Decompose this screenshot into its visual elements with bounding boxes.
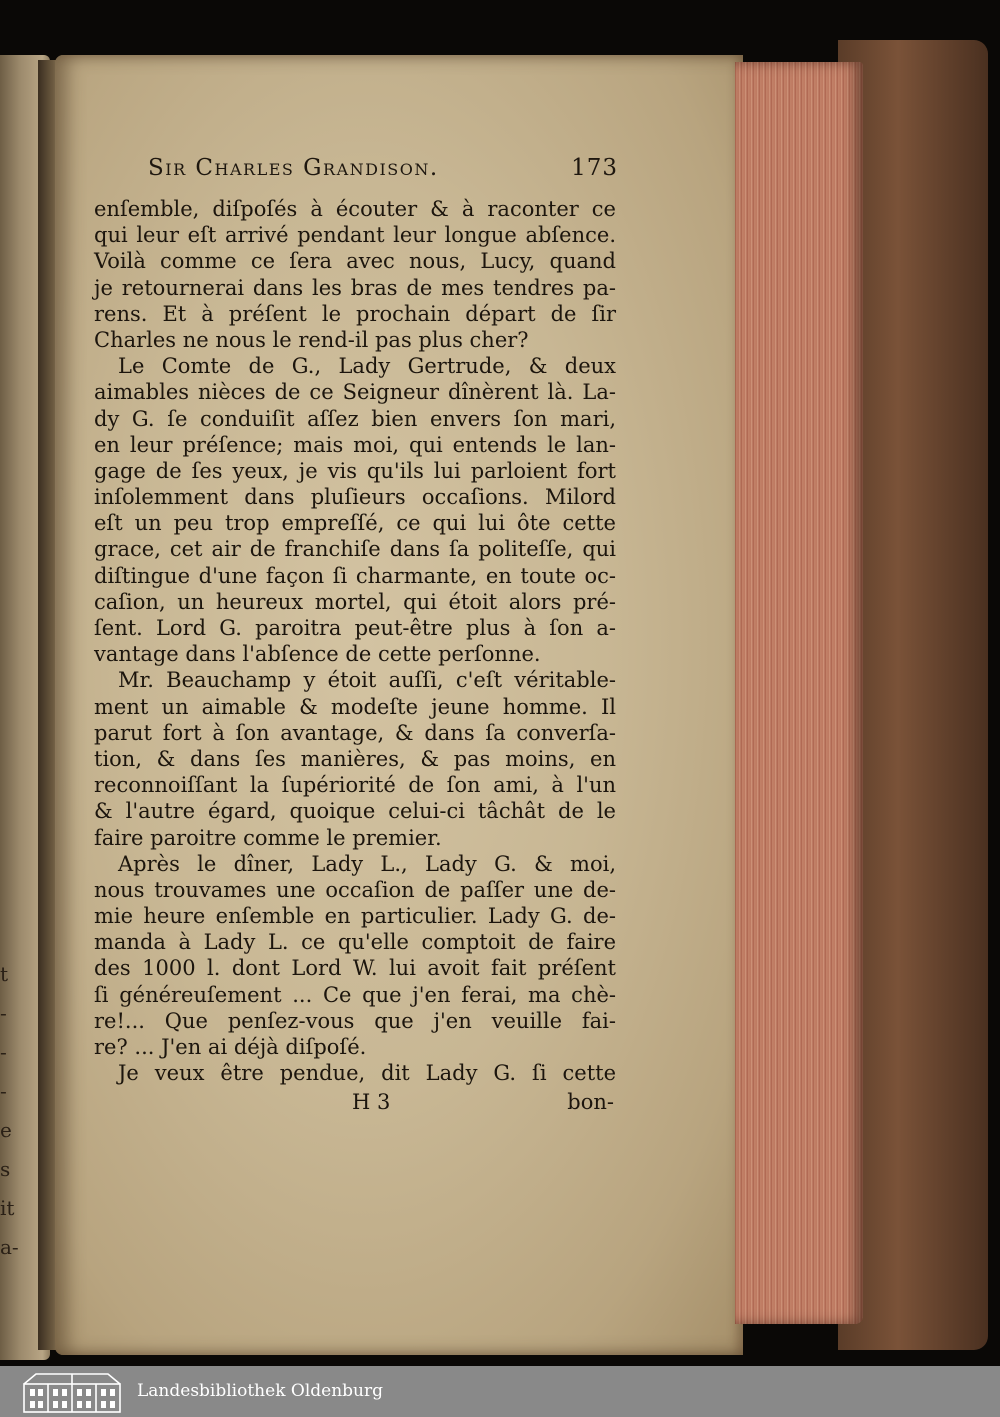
left-mark: e bbox=[0, 1118, 12, 1142]
page-number: 173 bbox=[571, 155, 618, 181]
text-line: ſent. Lord G. paroitra peut-être plus à ſon a- bbox=[94, 616, 616, 640]
text-line: grace, cet air de franchiſe dans ſa politeſſe, qui bbox=[94, 537, 616, 562]
text-line: eſt un peu trop empreſſé, ce qui lui ôte cette bbox=[94, 511, 616, 536]
text-line: enſemble, diſpoſés à écouter & à raconter ce bbox=[94, 197, 616, 221]
library-building-icon bbox=[22, 1370, 122, 1414]
running-title: Sir Charles Grandison. bbox=[148, 155, 439, 181]
left-mark: - bbox=[0, 1079, 7, 1103]
text-line: Je veux être pendue, dit Lady G. ſi cette bbox=[118, 1061, 616, 1086]
left-mark: t bbox=[0, 962, 9, 986]
page-block-edges bbox=[735, 62, 863, 1324]
text-line: ſi généreuſement ... Ce que j'en ferai, ma chè- bbox=[94, 982, 616, 1007]
text-line: Charles ne nous le rend-il pas plus cher? bbox=[94, 327, 529, 352]
text-line: dy G. ſe conduiſit aſſez bien envers ſon mari, bbox=[94, 406, 616, 431]
text-line: Voilà comme ce ſera avec nous, Lucy, quand bbox=[94, 249, 616, 274]
text-line: des 1000 l. dont Lord W. lui avoit fait préſent bbox=[94, 956, 616, 981]
text-line: faire paroitre comme le premier. bbox=[94, 825, 442, 850]
text-line: Mr. Beauchamp y étoit auſſi, c'eſt véritable- bbox=[118, 668, 616, 693]
text-line: aimables nièces de ce Seigneur dînèrent là. La- bbox=[94, 380, 616, 405]
signature-mark: H 3 bbox=[352, 1090, 391, 1114]
text-line: gage de ſes yeux, je vis qu'ils lui parloient fort bbox=[94, 458, 616, 483]
text-line: re!... Que penſez-vous que j'en veuille fai- bbox=[94, 1008, 616, 1033]
catchword: bon- bbox=[567, 1090, 614, 1114]
text-line: & l'autre égard, quoique celui-ci tâchât de le bbox=[94, 799, 616, 824]
text-line: caſion, un heureux mortel, qui étoit alors pré- bbox=[94, 589, 616, 614]
left-mark: - bbox=[0, 1040, 7, 1064]
text-line: je retournerai dans les bras de mes tendres pa- bbox=[94, 275, 616, 300]
text-line: reconnoiſſant la ſupériorité de ſon ami, à l'un bbox=[94, 773, 616, 798]
text-line: rens. Et à préſent le prochain départ de ſir bbox=[94, 301, 616, 326]
left-page-marks bbox=[0, 955, 19, 1267]
text-line: qui leur eſt arrivé pendant leur longue abſence. bbox=[94, 223, 616, 248]
text-line: ment un aimable & modeſte jeune homme. Il bbox=[94, 694, 616, 719]
text-line: Après le dîner, Lady L., Lady G. & moi, bbox=[118, 851, 616, 876]
left-mark: - bbox=[0, 1001, 7, 1025]
text-line: parut fort à ſon avantage, & dans ſa converſa- bbox=[94, 720, 616, 745]
text-line: re? ... J'en ai déjà diſpoſé. bbox=[94, 1035, 367, 1059]
text-line: Le Comte de G., Lady Gertrude, & deux bbox=[118, 354, 616, 379]
library-name: Landesbibliothek Oldenburg bbox=[137, 1381, 384, 1401]
text-line: diſtingue d'une façon ſi charmante, en toute oc- bbox=[94, 563, 616, 588]
text-line: en leur préſence; mais moi, qui entends le lan- bbox=[94, 432, 616, 457]
left-mark: it bbox=[0, 1196, 15, 1220]
left-mark: a- bbox=[0, 1235, 19, 1259]
text-line: nous trouvames une occaſion de paſſer une de- bbox=[94, 877, 616, 902]
text-line: vantage dans l'abſence de cette perſonne. bbox=[94, 642, 541, 667]
body-text bbox=[94, 196, 616, 1086]
library-footer-bar bbox=[0, 1366, 1000, 1417]
left-mark: s bbox=[0, 1157, 11, 1181]
text-line: tion, & dans ſes manières, & pas moins, en bbox=[94, 746, 616, 771]
text-line: mie heure enſemble en particulier. Lady G. de- bbox=[94, 904, 616, 929]
text-line: manda à Lady L. ce qu'elle comptoit de faire bbox=[94, 930, 616, 955]
text-line: inſolemment dans pluſieurs occaſions. Milord bbox=[94, 485, 616, 510]
